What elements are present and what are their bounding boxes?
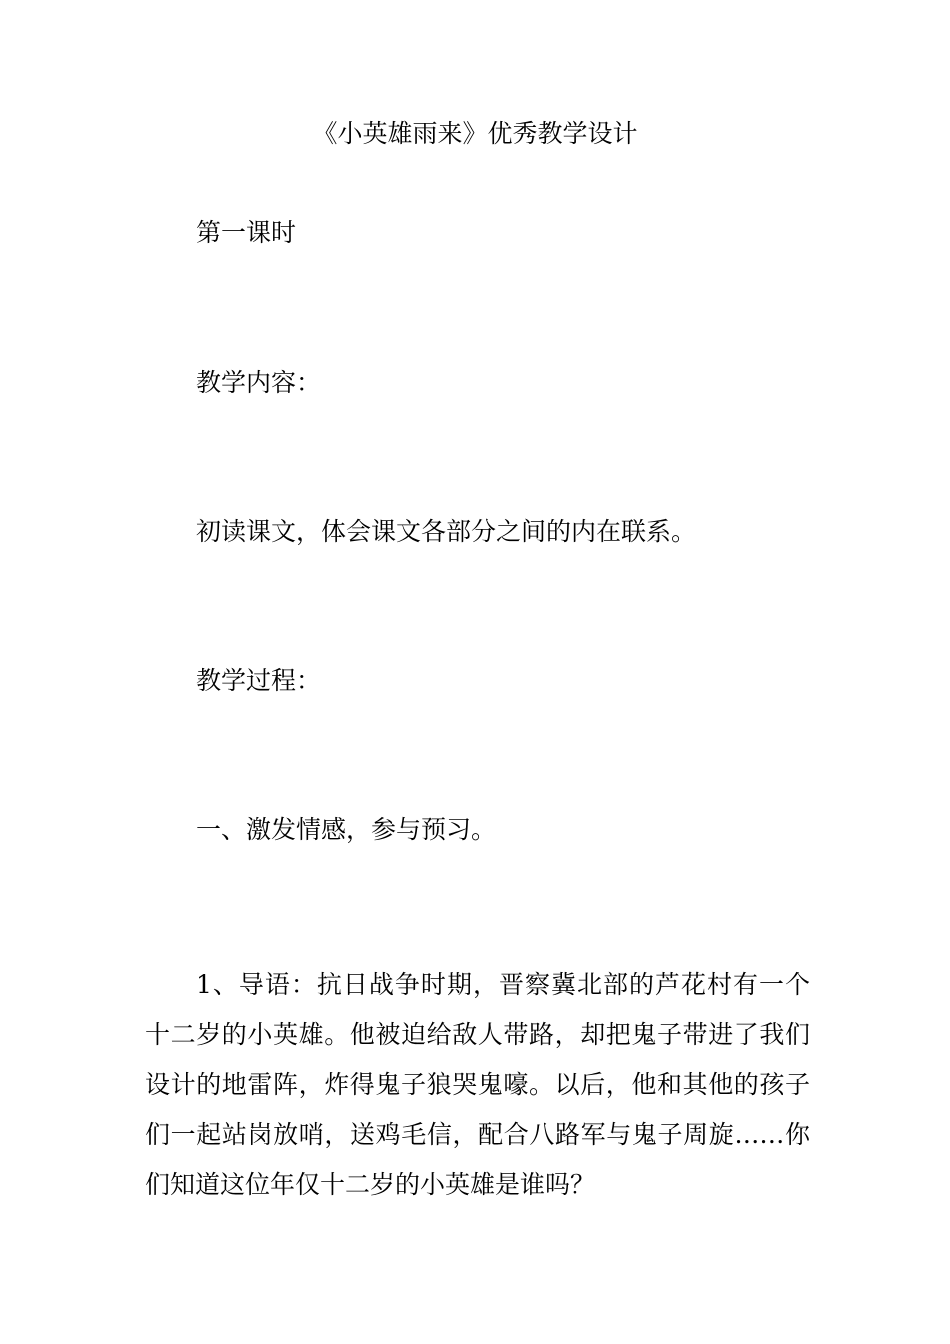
content-text: 初读课文，体会课文各部分之间的内在联系。 — [196, 517, 697, 546]
content-heading: 教学内容： — [196, 368, 322, 397]
document-title: 《小英雄雨来》优秀教学设计 — [312, 119, 638, 148]
step-one-heading: 一、激发情感，参与预习。 — [196, 815, 497, 844]
intro-paragraph: 1、导语：抗日战争时期，晋察冀北部的芦花村有一个十二岁的小英雄。他被迫给敌人带路，却把鬼子带进了我们设计的地雷阵，炸得鬼子狼哭鬼嚎。以后，他和其他的孩子们一起站岗放哨，送鸡毛信，配合八路军与鬼子周旋……你们知道这位年仅十二岁的小英雄是谁吗？ — [145, 970, 810, 1199]
process-heading: 教学过程： — [196, 666, 322, 695]
lesson-label: 第一课时 — [196, 218, 297, 247]
